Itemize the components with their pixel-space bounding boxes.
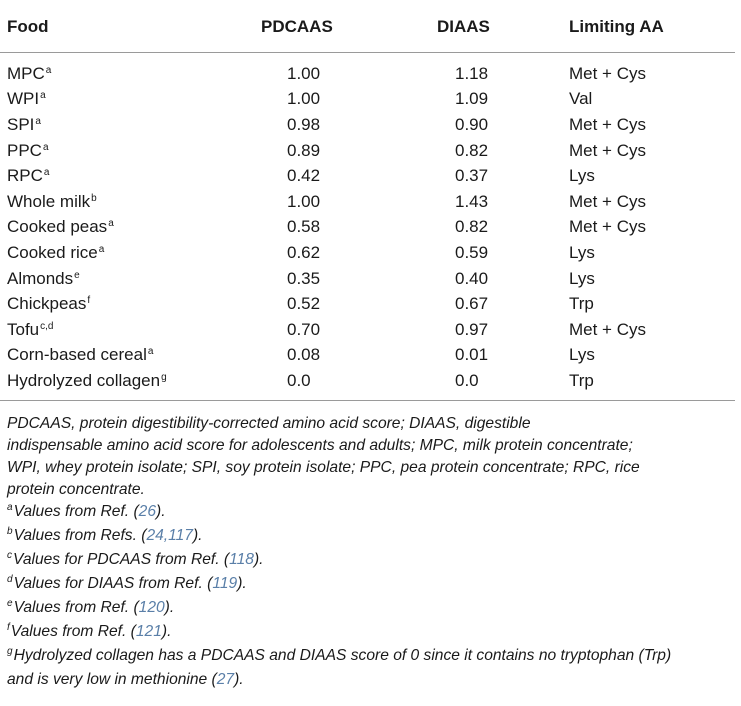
abbreviations-line-2: indispensable amino acid score for adolescents and adults; MPC, milk protein concentrate; (7, 437, 633, 454)
cell-diaas: 0.40 (455, 268, 489, 288)
reference-link[interactable]: 24,117 (146, 527, 193, 544)
cell-diaas: 0.82 (455, 217, 489, 237)
footnote-text: ). (234, 671, 244, 688)
cell-pdcaas: 1.00 (287, 191, 321, 211)
footnote-mark: b (7, 526, 13, 537)
footnote-mark: a (7, 502, 13, 513)
food-name: Almonds (7, 268, 74, 288)
cell-diaas: 1.18 (455, 63, 489, 83)
footnote-line (7, 597, 735, 621)
cell-pdcaas: 0.08 (287, 345, 321, 365)
cell-limiting-aa: Met + Cys (569, 191, 646, 211)
footnote-marker: c,d (40, 320, 54, 332)
food-name: Whole milk (7, 191, 91, 211)
reference-link[interactable]: 119 (212, 575, 238, 592)
cell-limiting-aa: Trp (569, 368, 735, 400)
cell-diaas: 1.09 (455, 89, 489, 109)
cell-food (0, 368, 261, 400)
cell-food (0, 138, 261, 164)
cell-pdcaas: 1.00 (287, 63, 321, 83)
cell-diaas: 0.97 (455, 319, 489, 339)
cell-limiting-aa: Met + Cys (569, 114, 646, 134)
table-row (0, 343, 735, 369)
cell-food (0, 215, 261, 241)
cell-pdcaas: 0.58 (287, 217, 321, 237)
footnote-mark: e (7, 598, 13, 609)
footnote-marker: a (43, 167, 50, 179)
footnote-text: ). (161, 623, 172, 640)
footnote-marker: f (87, 295, 91, 307)
footnote-g-line-1 (7, 645, 735, 669)
cell-diaas: 0.59 (455, 242, 489, 262)
table-row (0, 189, 735, 215)
table-row (0, 240, 735, 266)
footnote-line (7, 573, 735, 597)
cell-food (0, 189, 261, 215)
food-name: RPC (7, 166, 43, 186)
table-row (0, 87, 735, 113)
cell-food (0, 343, 261, 369)
food-name: Cooked peas (7, 217, 108, 237)
cell-limiting-aa: Lys (569, 345, 595, 365)
footnote-text: and is very low in methionine ( (7, 671, 217, 688)
footnote-marker: a (40, 90, 46, 102)
cell-diaas: 0.37 (455, 166, 489, 186)
footnote-marker: a (35, 115, 41, 127)
footnote-text: Values for PDCAAS from Ref. ( (13, 551, 230, 568)
cell-limiting-aa: Met + Cys (569, 63, 646, 83)
footnote-text: ). (156, 503, 166, 520)
cell-food (0, 112, 261, 138)
table-row (0, 138, 735, 164)
cell-diaas: 1.43 (455, 191, 489, 211)
footnote-line (7, 525, 735, 549)
food-name: Tofu (7, 319, 40, 339)
cell-limiting-aa: Val (569, 89, 593, 109)
cell-diaas: 0.0 (437, 368, 569, 400)
cell-food (0, 163, 261, 189)
cell-limiting-aa: Lys (569, 242, 595, 262)
footnote-g-line-2 (7, 669, 735, 691)
footnote-mark: f (7, 622, 10, 633)
footnote-marker: e (74, 269, 80, 281)
table-row (0, 112, 735, 138)
footnote-mark: c (7, 550, 12, 561)
cell-pdcaas: 0.98 (287, 114, 321, 134)
cell-pdcaas: 0.89 (287, 140, 321, 160)
footnote-text: Values for DIAAS from Ref. ( (13, 575, 213, 592)
protein-score-table (0, 2, 735, 401)
footnote-marker: a (98, 243, 105, 255)
footnote-line (7, 621, 735, 645)
cell-food (0, 266, 261, 292)
footnote-list (7, 501, 735, 645)
cell-limiting-aa: Met + Cys (569, 140, 646, 160)
footnote-mark: d (7, 574, 13, 585)
footnote-mark: g (7, 646, 13, 657)
footnote-text: Values from Ref. ( (10, 623, 136, 640)
footnote-text: ). (164, 599, 175, 616)
cell-limiting-aa: Lys (569, 268, 595, 288)
food-name: Cooked rice (7, 242, 98, 262)
table-row (0, 163, 735, 189)
reference-link[interactable]: 26 (138, 503, 156, 520)
footnote-text: Values from Ref. ( (13, 599, 139, 616)
cell-limiting-aa: Met + Cys (569, 217, 646, 237)
cell-diaas: 0.01 (455, 345, 489, 365)
footnote-marker: a (147, 346, 154, 358)
food-name: Chickpeas (7, 294, 87, 314)
cell-pdcaas: 0.62 (287, 242, 321, 262)
abbreviations-line-4: protein concentrate. (7, 481, 145, 498)
cell-limiting-aa: Lys (569, 166, 595, 186)
table-footnotes (7, 413, 735, 691)
table-row (0, 266, 735, 292)
reference-link[interactable]: 118 (229, 551, 254, 568)
cell-pdcaas: 1.00 (287, 89, 321, 109)
footnote-line (7, 501, 735, 525)
cell-diaas: 0.82 (455, 140, 489, 160)
footnote-marker: a (108, 218, 114, 230)
abbreviations-line-3: WPI, whey protein isolate; SPI, soy protein isolate; PPC, pea protein concentrate; RPC, rice (7, 459, 640, 476)
food-name: PPC (7, 140, 42, 160)
footnote-text: Hydrolyzed collagen has a PDCAAS and DIAAS score of 0 since it contains no tryptophan (Trp) (13, 647, 672, 664)
header-food: Food (0, 2, 261, 53)
cell-food (0, 291, 261, 317)
cell-food (0, 53, 261, 87)
cell-food (0, 87, 261, 113)
cell-pdcaas: 0.35 (287, 268, 321, 288)
cell-diaas: 0.67 (455, 294, 489, 314)
cell-limiting-aa: Met + Cys (569, 319, 646, 339)
table-row (0, 215, 735, 241)
food-name: SPI (7, 114, 35, 134)
header-diaas: DIAAS (437, 2, 569, 53)
reference-link[interactable]: 120 (138, 599, 165, 616)
food-name: Corn-based cereal (7, 345, 147, 365)
cell-pdcaas: 0.42 (287, 166, 321, 186)
reference-link[interactable]: 27 (216, 671, 235, 688)
footnote-marker: a (45, 64, 52, 76)
footnote-text: ). (253, 551, 264, 568)
cell-limiting-aa: Trp (569, 294, 594, 314)
table-row (0, 317, 735, 343)
cell-pdcaas: 0.0 (261, 368, 437, 400)
footnote-marker: b (91, 192, 97, 204)
table-row (0, 53, 735, 87)
food-name: Hydrolyzed collagen (7, 370, 161, 390)
footnote-marker: g (161, 371, 167, 383)
cell-food (0, 317, 261, 343)
footnote-marker: a (42, 141, 49, 153)
header-pdcaas: PDCAAS (261, 2, 437, 53)
reference-link[interactable]: 121 (135, 623, 162, 640)
abbreviations-line-1: PDCAAS, protein digestibility-corrected amino acid score; DIAAS, digestible (7, 415, 531, 432)
footnote-text: ). (237, 575, 247, 592)
footnote-line (7, 549, 735, 573)
cell-pdcaas: 0.70 (287, 319, 321, 339)
cell-pdcaas: 0.52 (287, 294, 321, 314)
footnote-text: Values from Refs. ( (13, 527, 147, 544)
table-header-row (0, 2, 735, 53)
footnote-text: ). (192, 527, 203, 544)
table-row (0, 291, 735, 317)
cell-food (0, 240, 261, 266)
cell-diaas: 0.90 (455, 114, 489, 134)
food-name: WPI (7, 89, 40, 109)
food-name: MPC (7, 63, 45, 83)
header-limiting-aa: Limiting AA (569, 2, 735, 53)
table-row (0, 368, 735, 400)
footnote-text: Values from Ref. ( (13, 503, 139, 520)
